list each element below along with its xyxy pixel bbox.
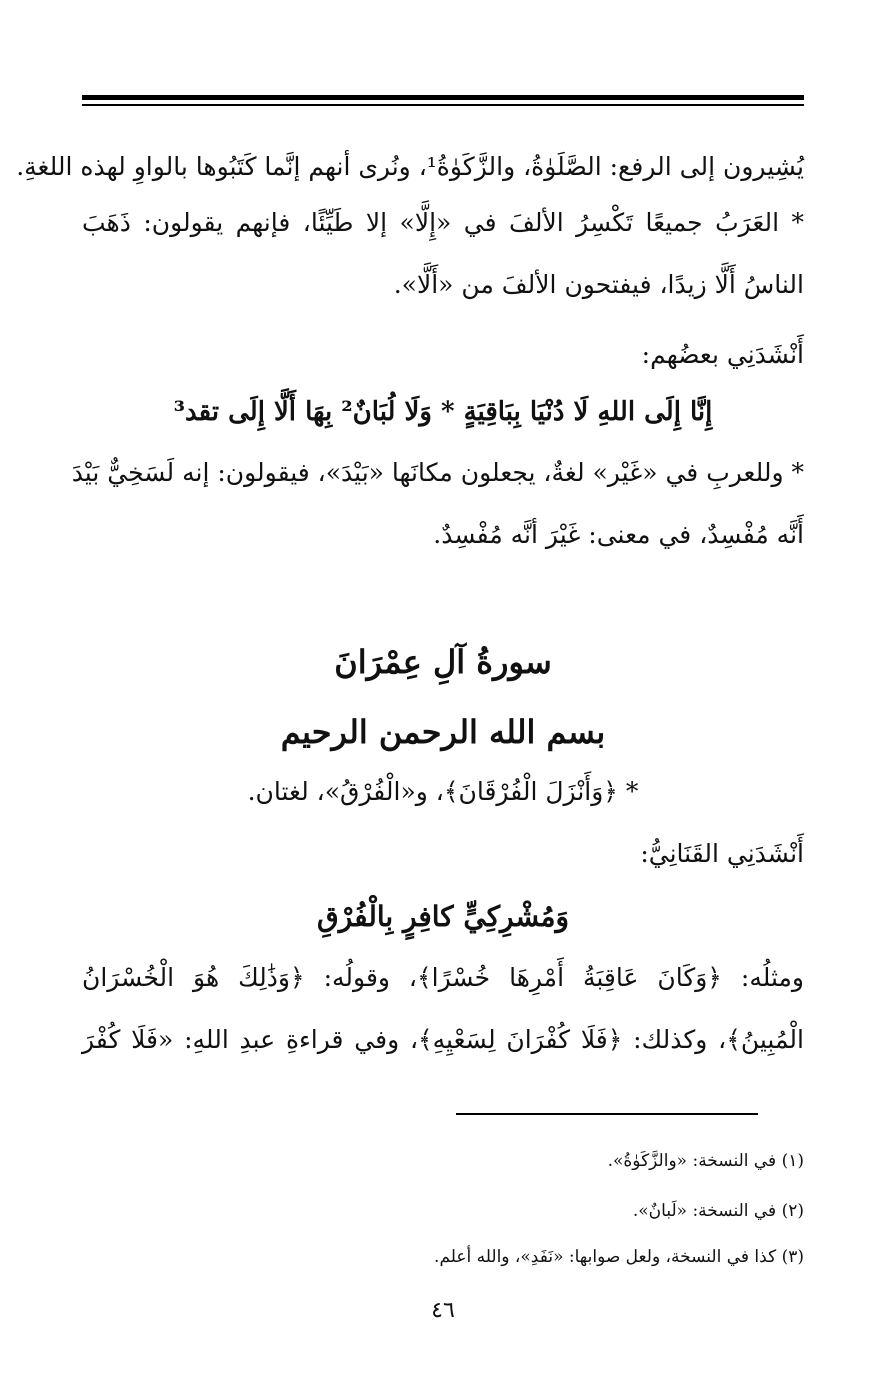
body-text — [16, 150, 804, 570]
surah-heading — [82, 640, 804, 760]
poem-verse: إِنَّا إِلَى اللهِ لَا دُنْيَا بِبَاقِيَةٍ * وَلَا لُبَانٌ² بِهَا أَلَّا إِلَى تقد³ — [173, 397, 713, 427]
poem-intro: أَنْشَدَنِي بعضُهم: — [641, 340, 804, 369]
section2-line-5: الْمُبِينُ﴾، وكذلك: ﴿فَلَا كُفْرَانَ لِسَعْيِهِ﴾، وفي قراءةِ عبدِ اللهِ: «فَلَا كُفْرَ — [82, 1025, 804, 1054]
body-line-1: يُشِيرون إلى الرفع: الصَّلَوٰةُ، والزَّكَوٰةُ¹، ونُرى أنهم إنَّما كَتَبُوها بالواوِ لهذه اللغةِ. — [16, 152, 804, 181]
body-line-7: أَنَّه مُفْسِدٌ، في معنى: غَيْرَ أنَّه مُفْسِدٌ. — [433, 520, 804, 549]
footnote-1: (١) في النسخة: «والزَّكَوٰةُ». — [607, 1151, 804, 1171]
body-line-2: * العَرَبُ جميعًا تَكْسِرُ الألفَ في «إِلَّا» إلا طَيِّئًا، فإنهم يقولون: ذَهَبَ — [82, 208, 804, 237]
surah-title: سورةُ آلِ عِمْرَانَ — [334, 643, 552, 681]
section2-text — [82, 775, 804, 1075]
header-rule-thin — [82, 104, 804, 106]
header-rule-thick — [82, 95, 804, 100]
section2-poem-intro: أَنْشَدَنِي القَنَانِيُّ: — [640, 839, 804, 868]
footnote-2: (٢) في النسخة: «لَبانٌ». — [632, 1201, 804, 1221]
body-line-3: الناسُ أَلَّا زيدًا، فيفتحون الألفَ من «أَلَّا». — [393, 270, 804, 299]
section2-verse: وَمُشْرِكِيٍّ كافِرٍ بِالْفُرْقِ — [317, 900, 569, 933]
footnote-rule — [456, 1113, 758, 1115]
page-number: ٤٦ — [431, 1298, 455, 1323]
section2-line-4: ومثلُه: ﴿وَكَانَ عَاقِبَةُ أَمْرِهَا خُسْرًا﴾، وقولُه: ﴿وَذَٰلِكَ هُوَ الْخُسْرَانُ — [82, 963, 804, 992]
footnote-3: (٣) كذا في النسخة، ولعل صوابها: «نَفَدِ»، والله أعلم. — [434, 1247, 804, 1267]
body-line-6: * وللعربِ في «غَيْر» لغةٌ، يجعلون مكانَها «بَيْدَ»، فيقولون: إنه لَسَخِيٌّ بَيْدَ — [71, 458, 804, 487]
basmala: بسم الله الرحمن الرحيم — [280, 713, 606, 751]
section2-line-1: * ﴿وَأَنْزَلَ الْفُرْقَانَ﴾، و«الْفُرْقُ»، لغتان. — [247, 777, 639, 806]
